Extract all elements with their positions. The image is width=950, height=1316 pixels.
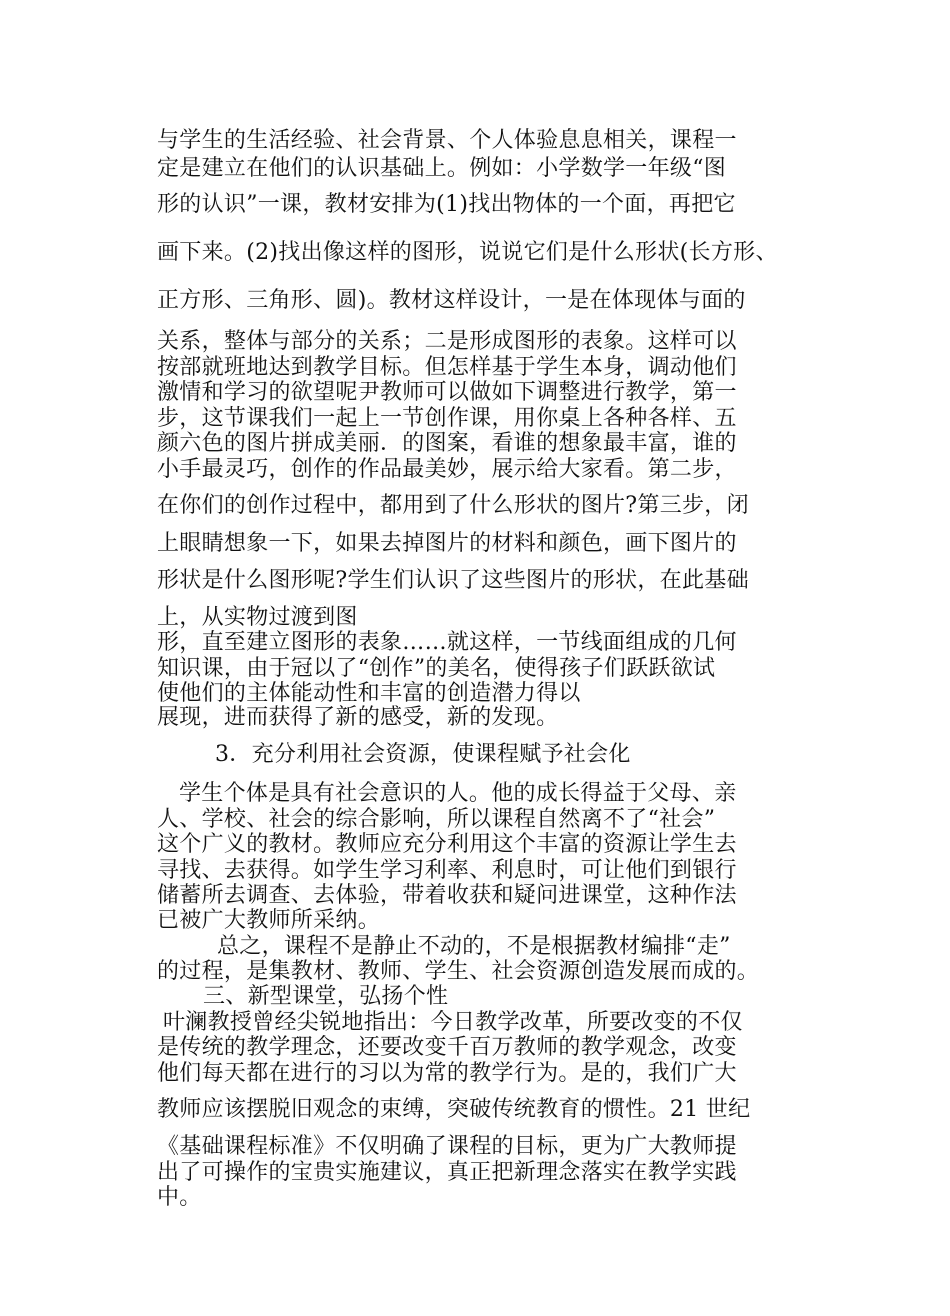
paragraph-line: 他们每天都在进行的习以为常的教学行为。是的，我们广大: [157, 1061, 737, 1086]
paragraph-line: 正方形、三角形、圆)。教材这样设计，一是在体现体与面的: [157, 288, 746, 313]
paragraph-line: 这个广义的教材。教师应充分利用这个丰富的资源让学生去: [157, 832, 737, 857]
paragraph-line: 学生个体是具有社会意识的人。他的成长得益于父母、亲: [179, 781, 737, 806]
paragraph-line: 形，直至建立图形的表象……就这样，一节线面组成的几何: [157, 630, 737, 655]
paragraph-line: 定是建立在他们的认识基础上。例如：小学数学一年级“图: [157, 156, 727, 181]
paragraph-line: 与学生的生活经验、社会背景、个人体验息息相关，课程一: [157, 128, 737, 153]
section-heading: 3．充分利用社会资源，使课程赋予社会化: [215, 742, 631, 767]
paragraph-line: 总之，课程不是静止不动的，不是根据教材编排“走”: [217, 934, 731, 959]
paragraph-line: 的过程，是集教材、教师、学生、社会资源创造发展而成的。: [157, 959, 760, 984]
paragraph-line: 小手最灵巧，创作的作品最美妙，展示给大家看。第二步，: [157, 457, 737, 482]
paragraph-line: 激情和学习的欲望呢尹教师可以做如下调整进行教学，第一: [157, 380, 737, 405]
paragraph-line: 上眼睛想象一下，如果去掉图片的材料和颜色，画下图片的: [157, 531, 737, 556]
paragraph-line: 中。: [157, 1185, 202, 1210]
paragraph-line: 教师应该摆脱旧观念的束缚，突破传统教育的惯性。21 世纪: [157, 1097, 751, 1122]
paragraph-line: 《基础课程标准》不仅明确了课程的目标，更为广大教师提: [157, 1134, 737, 1159]
paragraph-line: 步，这节课我们一起上一节创作课，用你桌上各种各样、五: [157, 406, 737, 431]
paragraph-line: 关系，整体与部分的关系；二是形成图形的表象。这样可以: [157, 329, 737, 354]
paragraph-line: 储蓄所去调查、去体验，带着收获和疑问进课堂，这种作法: [157, 883, 737, 908]
section-heading: 三、新型课堂，弘扬个性: [203, 984, 449, 1009]
paragraph-line: 按部就班地达到教学目标。但怎样基于学生本身，调动他们: [157, 355, 737, 380]
paragraph-line: 寻找、去获得。如学生学习利率、利息时，可让他们到银行: [157, 858, 737, 883]
paragraph-line: 形的认识”一课，教材安排为(1)找出物体的一个面，再把它: [157, 192, 736, 217]
paragraph-line: 已被广大教师所采纳。: [157, 908, 381, 933]
paragraph-line: 在你们的创作过程中，都用到了什么形状的图片?第三步，闭: [157, 493, 749, 518]
paragraph-line: 展现，进而获得了新的感受，新的发现。: [157, 705, 559, 730]
paragraph-line: 是传统的教学理念，还要改变千百万教师的教学观念，改变: [157, 1035, 737, 1060]
paragraph-line: 人、学校、社会的综合影响，所以课程自然离不了“社会”: [157, 807, 716, 832]
paragraph-line: 形状是什么图形呢?学生们认识了这些图片的形状，在此基础: [157, 568, 749, 593]
paragraph-line: 叶澜教授曾经尖锐地指出：今日教学改革，所要改变的不仅: [163, 1010, 743, 1035]
paragraph-line: 知识课，由于冠以了“创作”的美名，使得孩子们跃跃欲试: [157, 656, 716, 681]
paragraph-line: 使他们的主体能动性和丰富的创造潜力得以: [157, 681, 581, 706]
paragraph-line: 上，从实物过渡到图: [157, 605, 358, 630]
paragraph-line: 画下来。(2)找出像这样的图形，说说它们是什么形状(长方形、: [157, 240, 778, 265]
paragraph-line: 出了可操作的宝贵实施建议，真正把新理念落实在教学实践: [157, 1160, 737, 1185]
paragraph-line: 颜六色的图片拼成美丽．的图案，看谁的想象最丰富，谁的: [157, 431, 737, 456]
